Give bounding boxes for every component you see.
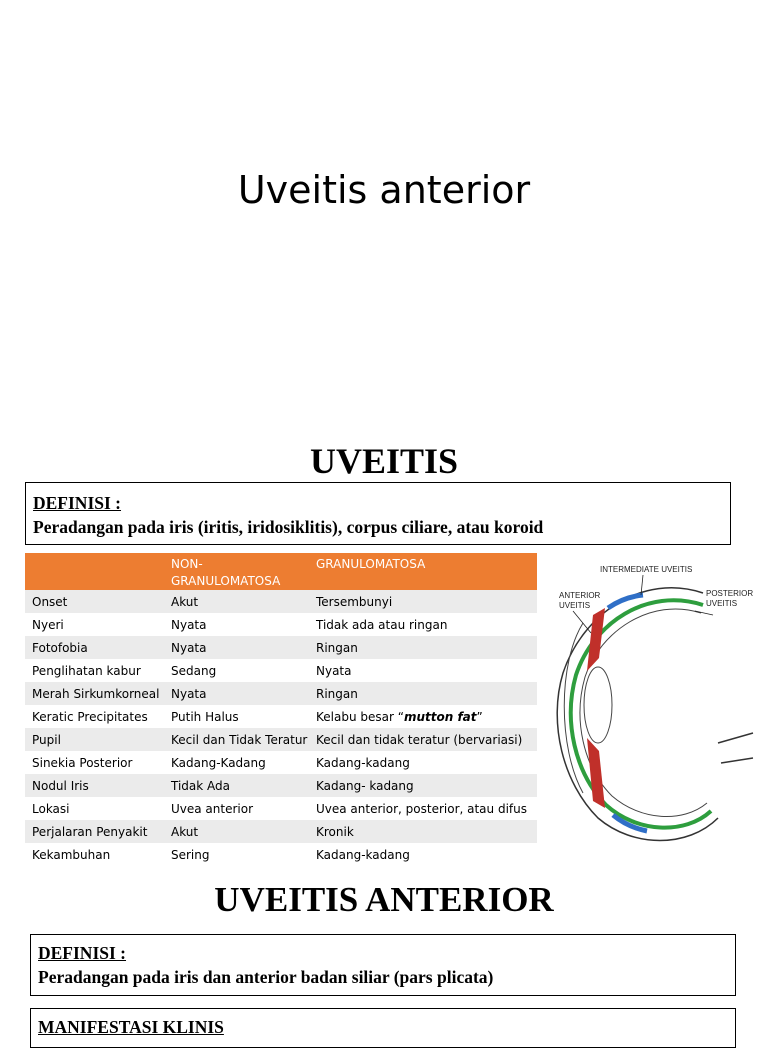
cell-granulomatosa: Ringan: [309, 682, 537, 705]
cell-feature: Nodul Iris: [25, 774, 164, 797]
comparison-table-wrapper: [25, 553, 537, 862]
uveitis-heading: UVEITIS: [309, 441, 459, 481]
cell-feature: Keratic Precipitates: [25, 705, 164, 728]
table-row: [25, 843, 537, 862]
table-row: [25, 682, 537, 705]
label-posterior-line1: POSTERIOR: [706, 589, 754, 598]
manifestasi-label: MANIFESTASI KLINIS: [38, 1017, 224, 1037]
header-cell-non-granulomatosa: NON- GRANULOMATOSA: [164, 553, 309, 590]
table-row: [25, 705, 537, 728]
slide-title: Uveitis anterior: [237, 168, 531, 212]
cell-granulomatosa: Uvea anterior, posterior, atau difus: [309, 797, 537, 820]
definition-text: Peradangan pada iris dan anterior badan siliar (pars plicata): [38, 967, 494, 987]
label-posterior-line2: UVEITIS: [706, 599, 738, 608]
cell-feature: Penglihatan kabur: [25, 659, 164, 682]
cell-feature: Fotofobia: [25, 636, 164, 659]
cell-granulomatosa: Kecil dan tidak teratur (bervariasi): [309, 728, 537, 751]
cell-feature: Merah Sirkumkorneal: [25, 682, 164, 705]
header-cell-granulomatosa: GRANULOMATOSA: [309, 553, 537, 590]
label-anterior-line1: ANTERIOR: [559, 591, 601, 600]
cell-non-granulomatosa: Nyata: [164, 613, 309, 636]
uveitis-comparison-table: [25, 553, 537, 862]
manifestasi-klinis-box: [30, 1008, 736, 1048]
uveitis-anterior-heading: UVEITIS ANTERIOR: [214, 880, 554, 919]
header-cell-feature: [25, 553, 164, 590]
cell-non-granulomatosa: Putih Halus: [164, 705, 309, 728]
label-anterior-line2: UVEITIS: [559, 601, 591, 610]
cell-feature: Onset: [25, 590, 164, 613]
definition-text: Peradangan pada iris (iritis, iridosiklitis), corpus ciliare, atau koroid: [33, 517, 544, 537]
table-row: [25, 797, 537, 820]
cell-non-granulomatosa: Akut: [164, 820, 309, 843]
cell-granulomatosa: Kadang-kadang: [309, 751, 537, 774]
table-row: [25, 751, 537, 774]
definition-label: DEFINISI :: [33, 493, 122, 513]
table-header-row: [25, 553, 537, 590]
table-row: [25, 613, 537, 636]
cell-non-granulomatosa: Tidak Ada: [164, 774, 309, 797]
cell-granulomatosa: Ringan: [309, 636, 537, 659]
cell-non-granulomatosa: Kecil dan Tidak Teratur: [164, 728, 309, 751]
cell-feature: Pupil: [25, 728, 164, 751]
cell-non-granulomatosa: Sering: [164, 843, 309, 862]
uveitis-definition-box: [25, 482, 731, 545]
cell-granulomatosa: Tidak ada atau ringan: [309, 613, 537, 636]
lens: [584, 667, 612, 743]
definition-label: DEFINISI :: [38, 943, 127, 963]
cell-granulomatosa: Kadang- kadang: [309, 774, 537, 797]
cell-non-granulomatosa: Nyata: [164, 682, 309, 705]
cell-granulomatosa: Tersembunyi: [309, 590, 537, 613]
table-row: [25, 774, 537, 797]
label-intermediate-uveitis: INTERMEDIATE UVEITIS: [600, 565, 693, 574]
uveitis-anterior-definition-box: [30, 934, 736, 996]
cell-feature: Nyeri: [25, 613, 164, 636]
table-row: [25, 820, 537, 843]
table-row: [25, 659, 537, 682]
cell-feature: Lokasi: [25, 797, 164, 820]
cell-granulomatosa: Nyata: [309, 659, 537, 682]
cell-feature: Kekambuhan: [25, 843, 164, 862]
cell-feature: Sinekia Posterior: [25, 751, 164, 774]
cell-feature: Perjalaran Penyakit: [25, 820, 164, 843]
cell-non-granulomatosa: Kadang-Kadang: [164, 751, 309, 774]
table-body: [25, 590, 537, 862]
cell-granulomatosa: Kadang-kadang: [309, 843, 537, 862]
cell-granulomatosa: Kronik: [309, 820, 537, 843]
table-row: [25, 636, 537, 659]
cell-granulomatosa: Kelabu besar “mutton fat”: [309, 705, 537, 728]
mutton-fat-emphasis: mutton fat: [403, 709, 477, 724]
eye-uveitis-diagram: [543, 553, 757, 856]
table-row: [25, 728, 537, 751]
cell-non-granulomatosa: Sedang: [164, 659, 309, 682]
cell-non-granulomatosa: Akut: [164, 590, 309, 613]
cell-non-granulomatosa: Uvea anterior: [164, 797, 309, 820]
cell-non-granulomatosa: Nyata: [164, 636, 309, 659]
table-row: [25, 590, 537, 613]
